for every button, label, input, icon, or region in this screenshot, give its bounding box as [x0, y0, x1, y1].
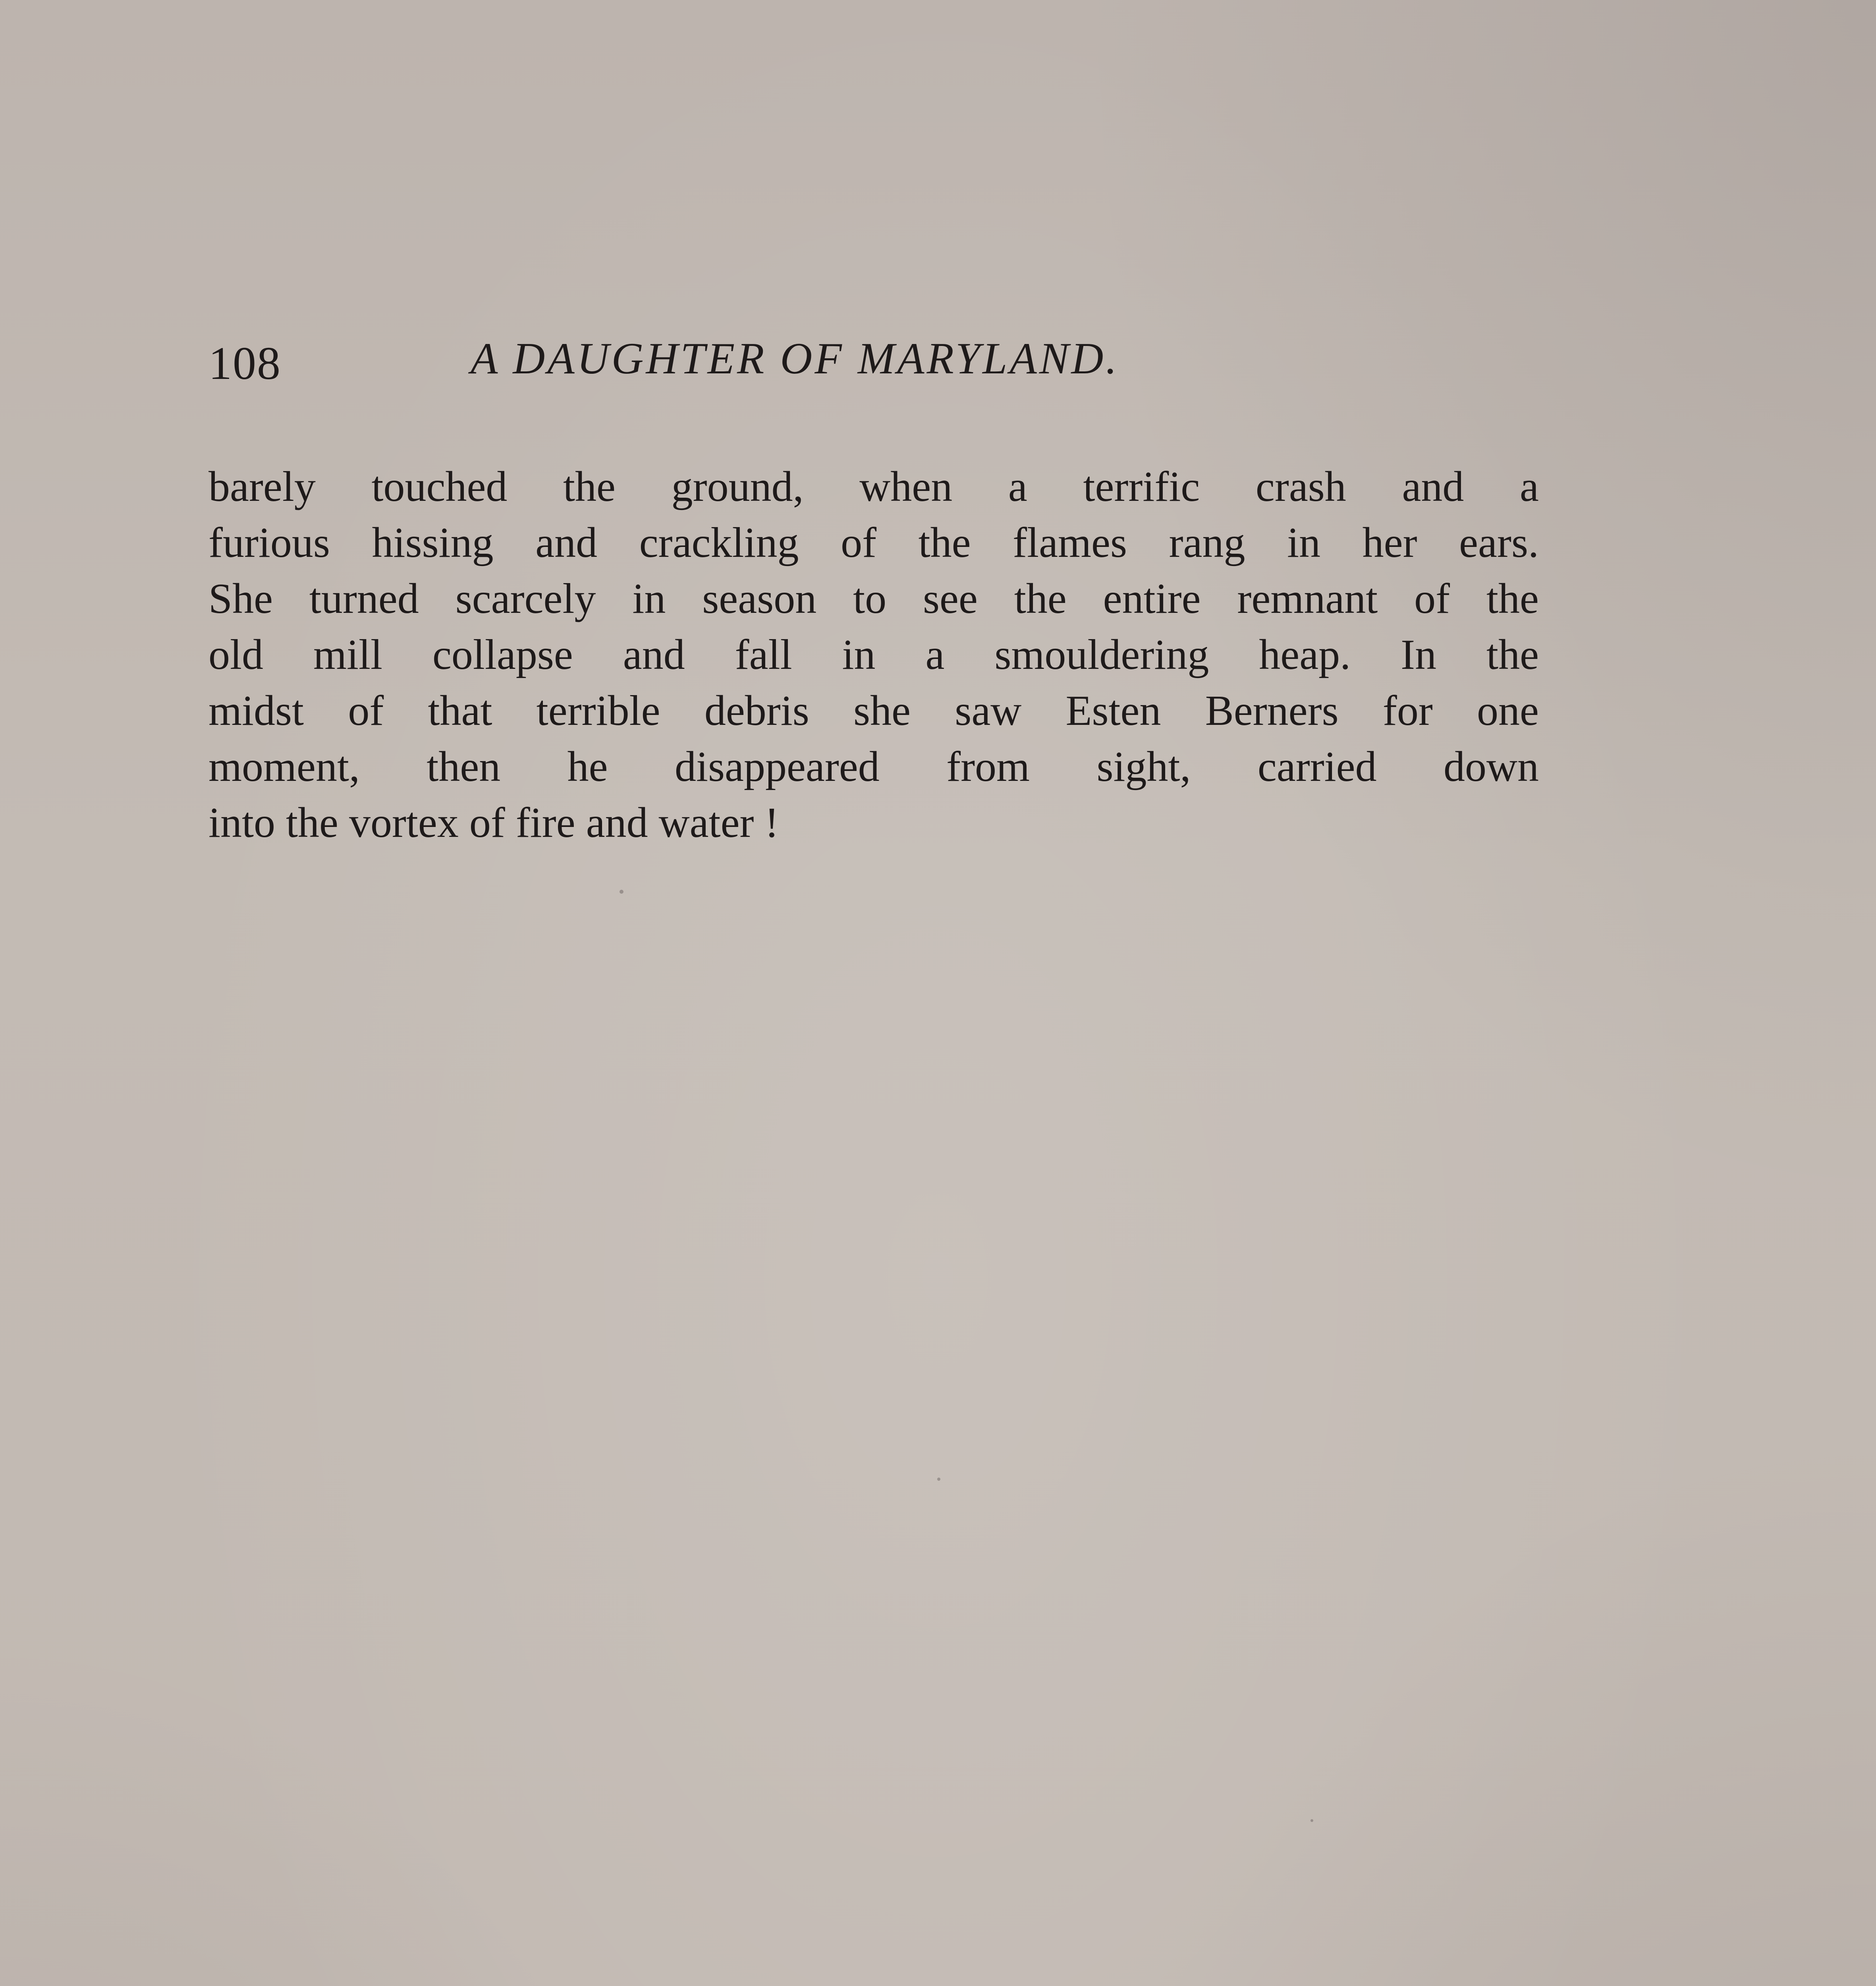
- body-paragraph: [208, 459, 1539, 851]
- text-line: barely touched the ground, when a terrific crash and a: [208, 463, 1539, 510]
- paper-speckle: [620, 890, 623, 894]
- text-line: moment, then he disappeared from sight, carried down: [208, 743, 1539, 790]
- text-line: into the vortex of fire and water !: [208, 799, 779, 846]
- running-head: [208, 334, 1539, 393]
- text-line: old mill collapse and fall in a smouldering heap. In the: [208, 631, 1539, 678]
- paper-speckle: [1310, 1819, 1313, 1822]
- running-title: A DAUGHTER OF MARYLAND.: [471, 334, 1119, 383]
- paper-speckle: [937, 1478, 940, 1481]
- text-line: midst of that terrible debris she saw Esten Berners for one: [208, 687, 1539, 734]
- page-number: 108: [208, 337, 281, 389]
- text-line: She turned scarcely in season to see the entire remnant of the: [208, 575, 1539, 622]
- text-line: furious hissing and crackling of the flames rang in her ears.: [208, 519, 1539, 566]
